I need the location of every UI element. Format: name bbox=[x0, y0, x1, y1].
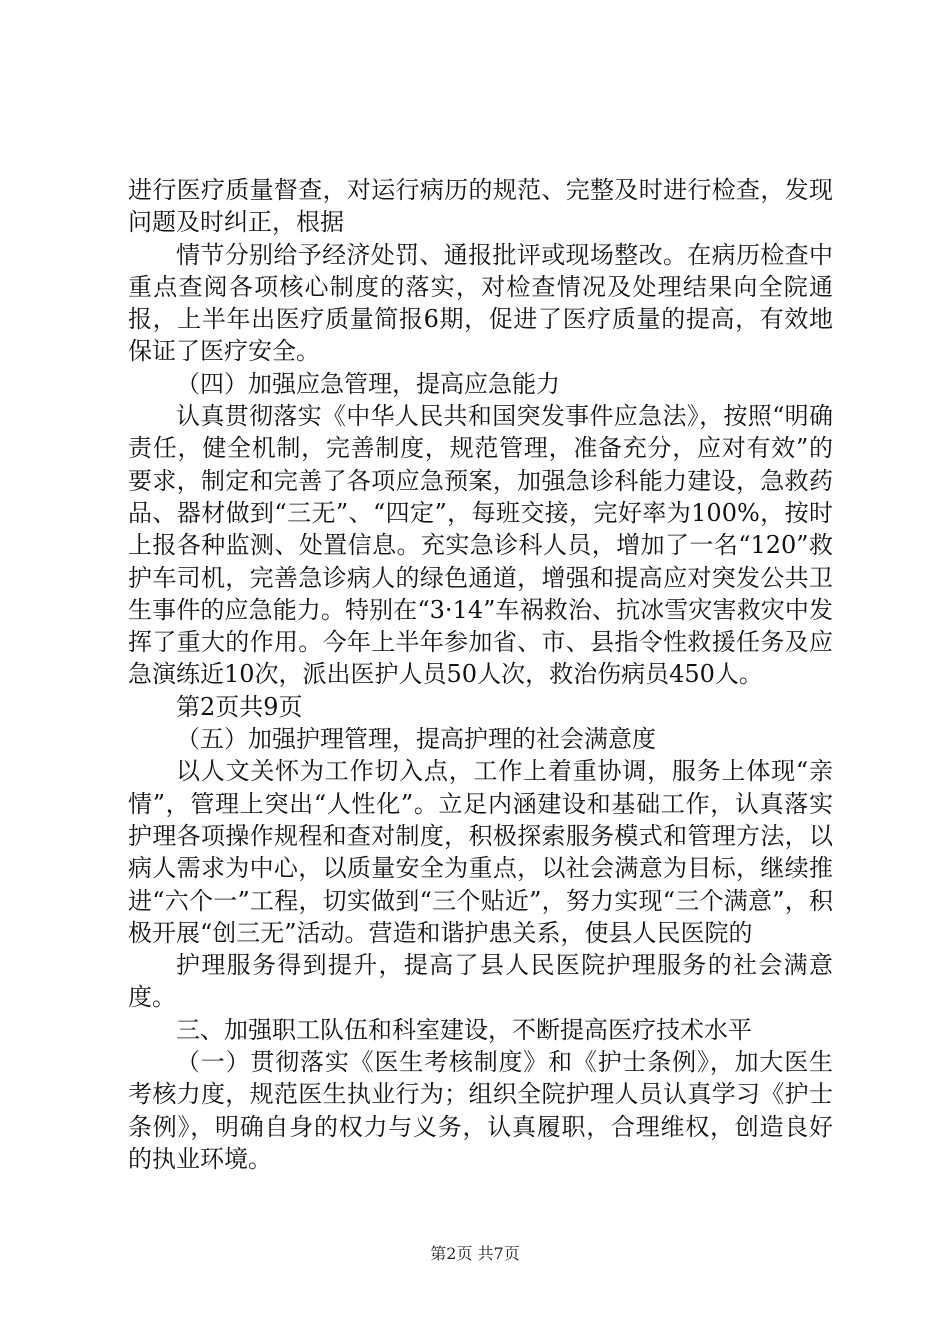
page-footer: 第2页 共7页 bbox=[430, 1244, 520, 1263]
section-heading-3: 三、加强职工队伍和科室建设，不断提高医疗技术水平 bbox=[176, 1015, 752, 1044]
paragraph-5: 护理服务得到提升，提高了县人民医院护理服务的社会满意度。 bbox=[128, 951, 833, 1012]
section-heading-5: （五）加强护理管理，提高护理的社会满意度 bbox=[176, 725, 656, 754]
paragraph-2: 情节分别给予经济处罚、通报批评或现场整改。在病历检查中重点查阅各项核心制度的落实，对检查情况及处理结果向全院通报，上半年出医疗质量简报6期，促进了医疗质量的提高，有效地保证了医疗安全。 bbox=[128, 240, 833, 366]
document-body bbox=[128, 174, 833, 1175]
paragraph-1: 进行医疗质量督查，对运行病历的规范、完整及时进行检查，发现问题及时纠正，根据 bbox=[128, 176, 833, 237]
inline-page-marker: 第2页共9页 bbox=[176, 692, 303, 721]
paragraph-3: 认真贯彻落实《中华人民共和国突发事件应急法》，按照“明确责任，健全机制，完善制度，规范管理，准备充分，应对有效”的要求，制定和完善了各项应急预案，加强急诊科能力建设，急救药品、器材做到“三无”、“四定”，每班交接，完好率为100%，按时上报各种监测、处置信息。充实急诊科人员，增加了一名“120”救护车司机，完善急诊病人的绿色通道，增强和提高应对突发公共卫生事件的应急能力。特别在“3·14”车祸救治、抗冰雪灾害救灾中发挥了重大的作用。今年上半年参加省、市、县指令性救援任务及应急演练近10次，派出医护人员50人次，救治伤病员450人。 bbox=[128, 402, 833, 689]
section-heading-4: （四）加强应急管理，提高应急能力 bbox=[176, 369, 560, 398]
paragraph-4: 以人文关怀为工作切入点，工作上着重协调，服务上体现“亲情”，管理上突出“人性化”。立足内涵建设和基础工作，认真落实护理各项操作规程和查对制度，积极探索服务模式和管理方法，以病人需求为中心，以质量安全为重点，以社会满意为目标，继续推进“六个一”工程，切实做到“三个贴近”，努力实现“三个满意”，积极开展“创三无”活动。营造和谐护患关系，使县人民医院的 bbox=[128, 757, 833, 947]
paragraph-6: （一）贯彻落实《医生考核制度》和《护士条例》，加大医生考核力度，规范医生执业行为；组织全院护理人员认真学习《护士条例》，明确自身的权力与义务，认真履职，合理维权，创造良好的执业环境。 bbox=[128, 1048, 833, 1173]
